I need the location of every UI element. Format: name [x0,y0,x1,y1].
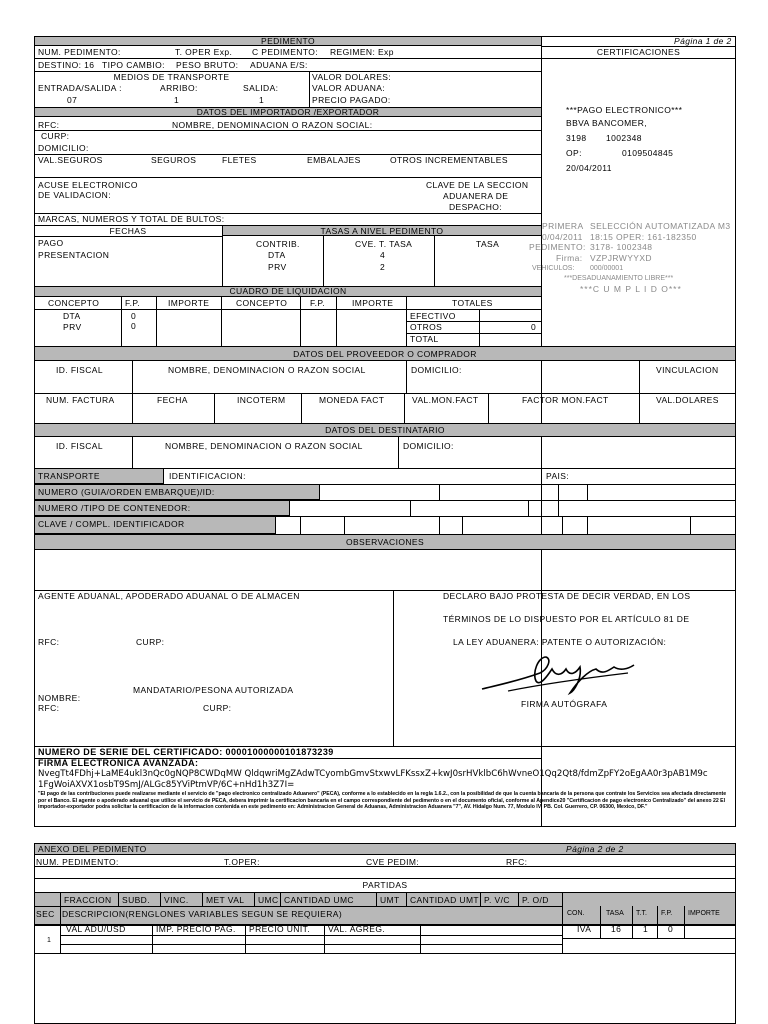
embalajes-label: EMBALAJES [307,155,361,165]
dest-domicilio: DOMICILIO: [403,441,454,451]
col-con: CON. [567,910,585,917]
medios-transporte-title: MEDIOS DE TRANSPORTE [113,72,230,82]
stamp-l1a: PRIMERA [542,221,584,231]
otros-label: OTROS [410,322,443,332]
factor-mon-fact-col: FACTOR MON.FACT [522,395,609,405]
valor-dolares-label: VALOR DOLARES: [312,72,392,82]
p2-t-oper: T.OPER: [224,857,260,867]
val-mon-fact-col: VAL.MON.FACT [412,395,479,405]
payment-date: 20/04/2011 [566,163,612,173]
stamp-l2b: 18:15 OPER: 161-182350 [590,232,697,242]
row-val-adu: VAL ADU/USD [66,924,126,934]
declaro-line2: TÉRMINOS DE LO DISPUESTO POR EL ARTÍCULO 81 DE [443,614,690,624]
liq-r2-fp: 0 [131,321,137,331]
row-sec-num: 1 [47,937,51,944]
incoterm-col: INCOTERM [237,395,286,405]
liq-totales: TOTALES [452,298,493,308]
liq-fp1: F.P. [125,298,141,308]
domicilio-label: DOMICILIO: [38,143,89,153]
nombre-label: NOMBRE, DENOMINACION O RAZON SOCIAL: [172,120,373,130]
col-fraccion: FRACCION [64,895,112,905]
tasas-title: TASAS A NIVEL PEDIMENTO [320,226,444,236]
row-con: IVA [577,924,592,934]
col-pod: P. O/D [522,895,549,905]
dest-nombre: NOMBRE, DENOMINACION O RAZON SOCIAL [165,441,363,451]
stamp-l6: ***DESADUANAMIENTO LIBRE*** [564,275,674,282]
stamp-l7: ***C U M P L I D O*** [580,284,682,294]
col-cantidad-umt: CANTIDAD UMT [410,895,480,905]
liq-r2-concepto: PRV [63,322,82,332]
fletes-label: FLETES [222,155,257,165]
col-fp: F.P. [661,910,673,917]
fecha-pago-label: PAGO [38,238,64,248]
destinatario-title: DATOS DEL DESTINATARIO [325,425,445,435]
payment-num2: 1002348 [606,133,642,143]
t-oper-label: T. OPER Exp. [175,47,233,57]
firma-autografa: FIRMA AUTÓGRAFA [521,699,608,709]
peso-bruto-label: PESO BRUTO: [176,60,239,70]
seguros-label: SEGUROS [151,155,197,165]
row-val-agreg: VAL. AGREG. [328,924,386,934]
partidas-title: PARTIDAS [362,880,408,890]
proveedor-title: DATOS DEL PROVEEDOR O COMPRADOR [293,349,477,359]
pais-label: PAIS: [546,471,570,481]
numero-contenedor-label: NUMERO /TIPO DE CONTENEDOR: [38,503,191,513]
col-vinc: VINC. [164,895,189,905]
p2-cve-pedim: CVE PEDIM: [366,857,420,867]
num-factura-col: NUM. FACTURA [46,395,115,405]
tasa-r2-cve: 2 [380,262,386,272]
liq-concepto1: CONCEPTO [48,298,100,308]
banco-name: BBVA BANCOMER, [566,118,648,128]
mandatario-label: MANDATARIO/PESONA AUTORIZADA [133,685,294,695]
row-precio-unit: PRECIO UNIT. [249,924,311,934]
stamp-l3a: PEDIMENTO: [529,242,586,252]
val-seguros-label: VAL.SEGUROS [38,155,103,165]
precio-pagado-label: PRECIO PAGADO: [312,95,391,105]
acuse-line2: DE VALIDACION: [38,190,111,200]
salida-value: 1 [259,95,265,105]
arribo-label: ARRIBO: [160,83,198,93]
pago-electronico: ***PAGO ELECTRONICO*** [566,105,683,115]
op-value: 0109504845 [622,148,674,158]
op-label: OP: [566,148,582,158]
p2-num-pedimento: NUM. PEDIMENTO: [36,857,119,867]
p2-rfc: RFC: [506,857,528,867]
fecha-presentacion-label: PRESENTACION [38,250,110,260]
declaro-line1: DECLARO BAJO PROTESTA DE DECIR VERDAD, EN LOS [443,591,691,601]
moneda-fact-col: MONEDA FACT [319,395,385,405]
tasa-r1-cve: 4 [380,250,386,260]
col-umc: UMC [258,895,279,905]
salida-label: SALIDA: [243,83,279,93]
clave-compl-label: CLAVE / COMPL. IDENTIFICADOR [38,519,185,529]
signature-image [478,651,638,699]
aduana-es-label: ADUANA E/S: [250,60,308,70]
liq-r1-fp: 0 [131,311,137,321]
pedimento-title: PEDIMENTO [261,36,315,46]
num-pedimento-label: NUM. PEDIMENTO: [38,47,121,57]
stamp-l5b: 000/00001 [590,265,624,272]
certification-frame [541,36,736,347]
payment-num1: 3198 [566,133,587,143]
clave-seccion-line2: ADUANERA DE [443,191,509,201]
otros-value: 0 [531,322,537,332]
dest-id-fiscal: ID. FISCAL [56,441,103,451]
row-imp-precio: IMP. PRECIO PAG. [156,924,236,934]
stamp-l4b: VZPJRWYYXD [590,253,652,263]
tasa-col: TASA [476,239,500,249]
importador-title: DATOS DEL IMPORTADOR /EXPORTADOR [196,107,380,117]
prov-id-fiscal: ID. FISCAL [56,365,103,375]
stamp-l1b: SELECCIÓN AUTOMATIZADA M3 [590,221,731,231]
liquidacion-title: CUADRO DE LIQUIDACION [229,286,347,296]
mandatario-nombre: NOMBRE: [38,693,81,703]
col-sec: SEC [36,909,55,919]
col-descripcion: DESCRIPCION(RENGLONES VARIABLES SEGUN SE REQUIERA) [62,909,343,919]
mandatario-rfc: RFC: [38,703,60,713]
anexo-frame [34,843,736,1024]
entrada-salida-value: 07 [67,95,78,105]
clave-seccion-line3: DESPACHO: [449,202,503,212]
row-fp: 0 [668,924,674,934]
legal-notice: "El pago de las contribuciones puede realizarse mediante el servicio de "pago electronico centralizado Aduanero" (PECA), conforme a lo establecido en la regla 1.6.2., con la posibilidad de que la cuenta bancaria de la persona que contrate los Servicios sea afectada directamente por el Banco. El agente o apoderado aduanal que utilice el servicio de PECA, debera imprimir la certificacion bancaria en el campo correspondiente del pedimento o en el documento oficial, conforme al Apendice20 "Certificacion de pago electronico Centralizado" del anexo 22 El importador-exportador podra solicitar la certificacion de la informacion contenida en este pedimento en: Administracion General de Aduanas, Administracion Aduanera "7", AV. Hidalgo Num. 77, Modulo IV, PB. Col. Guerrero, CP. 06300, Mexico, DF." [38,791,727,810]
arribo-value: 1 [174,95,180,105]
firma-electronica-title: FIRMA ELECTRONICA AVANZADA: [38,758,199,768]
destino-label: DESTINO: 16 [38,60,95,70]
liq-importe1: IMPORTE [168,298,210,308]
col-pvc: P. V/C [484,895,510,905]
col-importe: IMPORTE [688,910,720,917]
regimen-label: REGIMEN: Exp [330,47,394,57]
clave-seccion-line1: CLAVE DE LA SECCION [426,180,529,190]
numero-serie: NUMERO DE SERIE DEL CERTIFICADO: 00001000000101873239 [38,747,334,757]
transporte-label: TRANSPORTE [38,471,100,481]
liq-concepto2: CONCEPTO [236,298,288,308]
page2-label: Página 2 de 2 [566,844,624,854]
curp-label: CURP: [41,131,70,141]
liq-fp2: F.P. [310,298,326,308]
observaciones-title: OBSERVACIONES [345,537,425,547]
col-umt: UMT [380,895,400,905]
c-pedimento-label: C PEDIMENTO: [252,47,319,57]
valor-aduana-label: VALOR ADUANA: [312,83,386,93]
contrib-col: CONTRIB. [256,239,300,249]
liq-importe2: IMPORTE [352,298,394,308]
tipo-cambio-label: TIPO CAMBIO: [102,60,165,70]
total-label: TOTAL [410,334,439,344]
acuse-line1: ACUSE ELECTRONICO [38,180,138,190]
stamp-l3b: 3178- 1002348 [590,242,653,252]
col-cantidad-umc: CANTIDAD UMC [284,895,354,905]
cve-tasa-col: CVE. T. TASA [355,239,413,249]
fechas-title: FECHAS [109,226,147,236]
col-subd: SUBD. [122,895,150,905]
declaro-line3: LA LEY ADUANERA: PATENTE O AUTORIZACIÓN: [453,637,667,647]
efectivo-label: EFECTIVO [410,311,456,321]
prov-domicilio: DOMICILIO: [411,365,462,375]
firma-electronica-line2: 1FgWoiAXVX1osbT9SmJ/ALGc85YViPtmVP/6C+nHd1h3Z7I= [38,780,295,790]
tasa-r2-contrib: PRV [268,262,287,272]
row-tt: 1 [643,924,649,934]
anexo-title: ANEXO DEL PEDIMENTO [38,844,147,854]
col-tt: T.T. [636,910,647,917]
agente-rfc: RFC: [38,637,60,647]
identificacion-label: IDENTIFICACION: [169,471,246,481]
entrada-salida-label: ENTRADA/SALIDA : [38,83,122,93]
col-tasa: TASA [606,910,624,917]
mandatario-curp: CURP: [203,703,232,713]
stamp-l4a: Firma: [556,253,583,263]
agente-curp: CURP: [136,637,165,647]
col-met-val: MET VAL [206,895,245,905]
agente-title: AGENTE ADUANAL, APODERADO ADUANAL O DE ALMACEN [38,591,300,601]
liq-r1-concepto: DTA [63,311,81,321]
val-dolares-col: VAL.DOLARES [656,395,719,405]
marcas-label: MARCAS, NUMEROS Y TOTAL DE BULTOS: [38,214,225,224]
rfc-label: RFC: [38,120,60,130]
numero-guia-label: NUMERO (GUIA/ORDEN EMBARQUE)/ID: [38,487,215,497]
fecha-col: FECHA [157,395,188,405]
page-label: Página 1 de 2 [674,36,732,46]
otros-incrementables-label: OTROS INCREMENTABLES [390,155,508,165]
prov-nombre: NOMBRE, DENOMINACION O RAZON SOCIAL [168,365,366,375]
row-tasa: 16 [611,924,622,934]
prov-vinculacion: VINCULACION [656,365,719,375]
tasa-r1-contrib: DTA [268,250,286,260]
stamp-l2a: 0/04/2011 [542,232,583,242]
firma-electronica-line1: NvegTt4FDhj+LaME4ukl3nQc0gNQP8CWDqMW QldqwriMgZAdwTCyombGmvStxwvLFKssxZ+kwJ0srHVklbC6hWvneO1Qq2Qt8/fdmZpFY2oEgAA0r3pAB1M9c [38,769,708,779]
stamp-l5a: VEHICULOS: [532,265,575,272]
certificaciones-title: CERTIFICACIONES [596,47,681,57]
